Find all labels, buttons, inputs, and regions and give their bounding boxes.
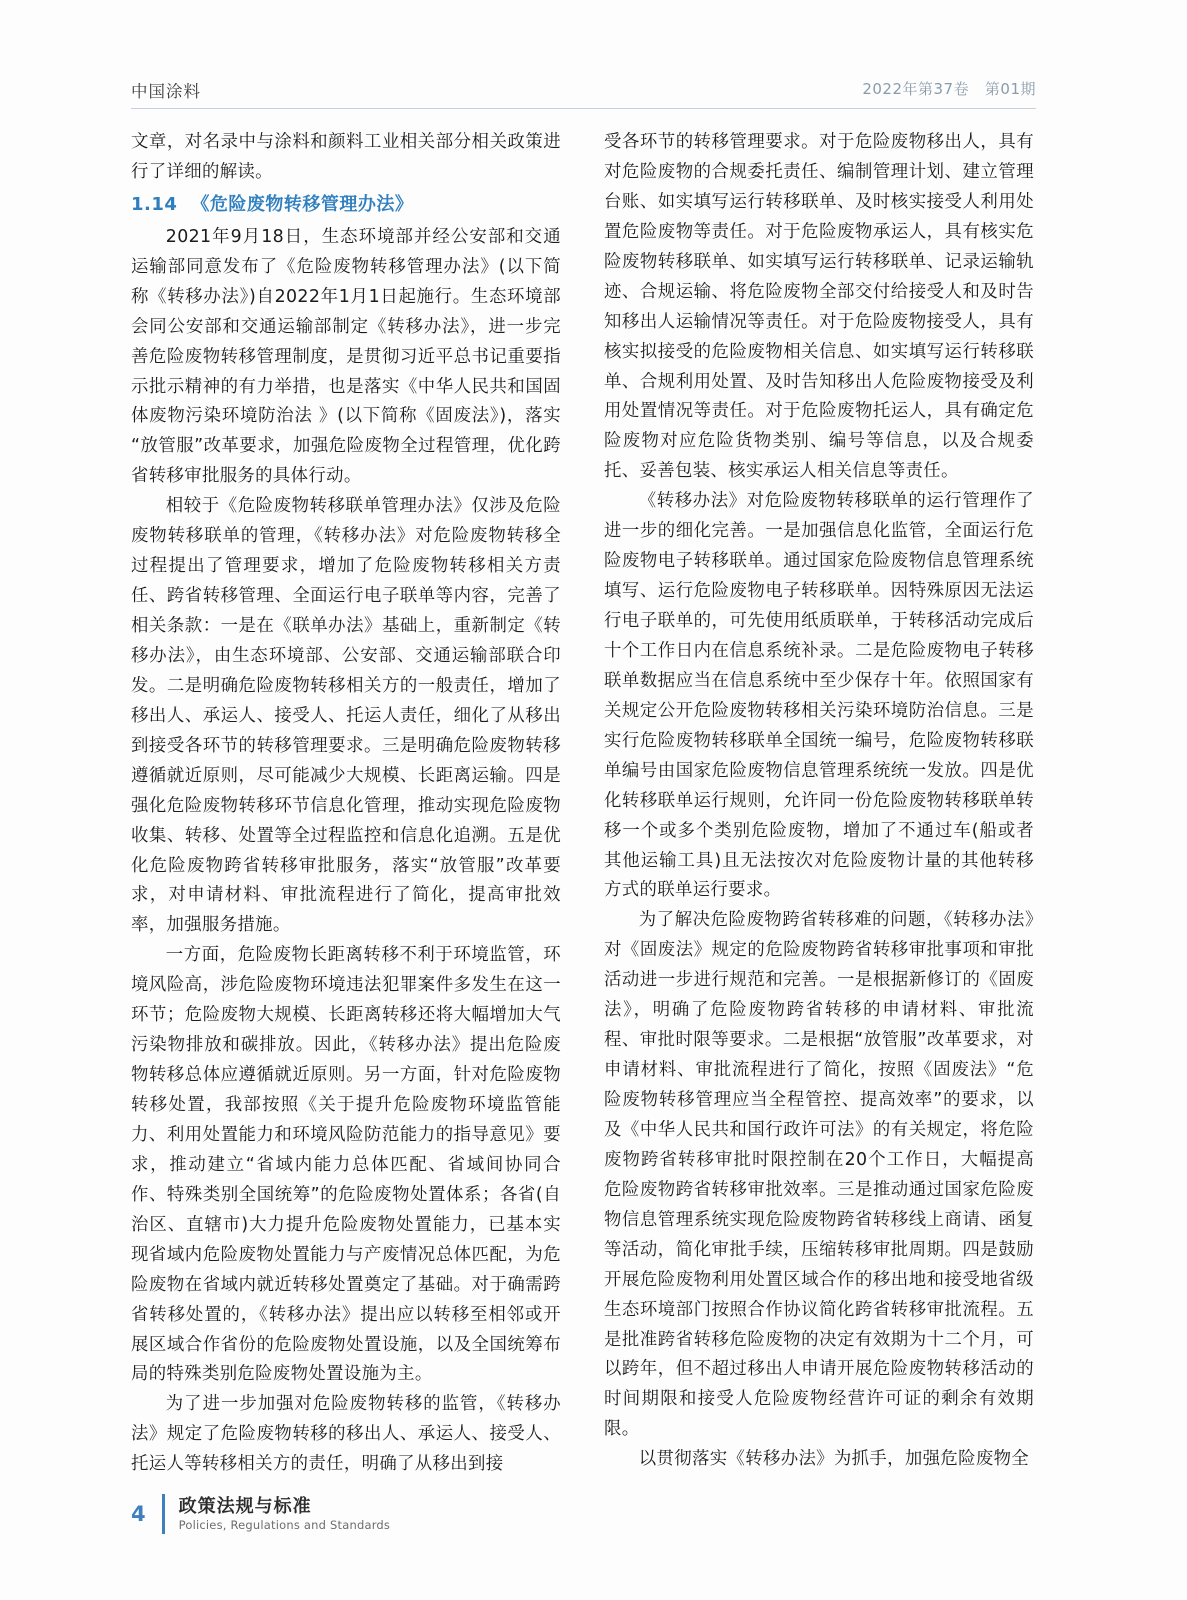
paragraph: 一方面，危险废物长距离转移不利于环境监管，环境风险高，涉危险废物环境违法犯罪案件多发生在这一环节；危险废物大规模、长距离转移还将大幅增加大气污染物排放和碳排放。因此，《转移办法》提出危险废物转移总体应遵循就近原则。另一方面，针对危险废物转移处置，我部按照《关于提升危险废物环境监管能力、利用处置能力和环境风险防范能力的指导意见》要求，推动建立“省域内能力总体匹配、省域间协同合作、特殊类别全国统筹”的危险废物处置体系；各省(自治区、直辖市)大力提升危险废物处置能力，已基本实现省域内危险废物处置能力与产废情况总体匹配，为危险废物在省域内就近转移处置奠定了基础。对于确需跨省转移处置的，《转移办法》提出应以转移至相邻或开展区域合作省份的危险废物处置设施，以及全国统筹布局的特殊类别危险废物处置设施为主。	[131, 945, 561, 1385]
paragraph: 文章，对名录中与涂料和颜料工业相关部分相关政策进行了详细的解读。	[131, 132, 561, 182]
section-heading	[131, 190, 561, 221]
page-header	[131, 78, 1036, 108]
page-footer	[131, 1494, 390, 1534]
issue-info: 2022年第37卷 第01期	[862, 80, 1036, 98]
paragraph: 为了进一步加强对危险废物转移的监管，《转移办法》规定了危险废物转移的移出人、承运人、接受人、托运人等转移相关方的责任，明确了从移出到接	[131, 1394, 561, 1475]
journal-name: 中国涂料	[131, 82, 201, 101]
paragraph: 相较于《危险废物转移联单管理办法》仅涉及危险废物转移联单的管理，《转移办法》对危险废物转移全过程提出了管理要求，增加了危险废物转移相关方责任、跨省转移管理、全面运行电子联单等内容，完善了相关条款：一是在《联单办法》基础上，重新制定《转移办法》，由生态环境部、公安部、交通运输部联合印发。二是明确危险废物转移相关方的一般责任，增加了移出人、承运人、接受人、托运人责任，细化了从移出到接受各环节的转移管理要求。三是明确危险废物转移遵循就近原则，尽可能减少大规模、长距离运输。四是强化危险废物转移环节信息化管理，推动实现危险废物收集、转移、处置等全过程监控和信息化追溯。五是优化危险废物跨省转移审批服务，落实“放管服”改革要求，对申请材料、审批流程进行了简化，提高审批效率，加强服务措施。	[131, 496, 561, 936]
section-title: 《危险废物转移管理办法》	[191, 193, 414, 215]
paragraph: 为了解决危险废物跨省转移难的问题，《转移办法》对《固废法》规定的危险废物跨省转移审批事项和审批活动进一步进行规范和完善。一是根据新修订的《固废法》，明确了危险废物跨省转移的申请材料、审批流程、审批时限等要求。二是根据“放管服”改革要求，对申请材料、审批流程进行了简化，按照《固废法》“危险废物转移管理应当全程管控、提高效率”的要求，以及《中华人民共和国行政许可法》的有关规定，将危险废物跨省转移审批时限控制在20个工作日，大幅提高危险废物跨省转移审批效率。三是推动通过国家危险废物信息管理系统实现危险废物跨省转移线上商请、函复等活动，简化审批手续，压缩转移审批周期。四是鼓励开展危险废物利用处置区域合作的移出地和接受地省级生态环境部门按照合作协议简化跨省转移审批流程。五是批准跨省转移危险废物的决定有效期为十二个月，可以跨年，但不超过移出人申请开展危险废物转移活动的时间期限和接受人危险废物经营许可证的剩余有效期限。	[604, 910, 1034, 1440]
right-text-column	[604, 128, 1034, 1475]
footer-title-en: Policies, Regulations and Standards	[178, 1518, 391, 1533]
paragraph: 《转移办法》对危险废物转移联单的运行管理作了进一步的细化完善。一是加强信息化监管，全面运行危险废物电子转移联单。通过国家危险废物信息管理系统填写、运行危险废物电子转移联单。因特殊原因无法运行电子联单的，可先使用纸质联单，于转移活动完成后十个工作日内在信息系统补录。二是危险废物电子转移联单数据应当在信息系统中至少保存十年。依照国家有关规定公开危险废物转移相关污染环境防治信息。三是实行危险废物转移联单全国统一编号，危险废物转移联单编号由国家危险废物信息管理系统统一发放。四是优化转移联单运行规则，允许同一份危险废物转移联单转移一个或多个类别危险废物，增加了不通过车(船或者其他运输工具)且无法按次对危险废物计量的其他转移方式的联单运行要求。	[604, 491, 1034, 901]
section-number: 1.14	[131, 193, 178, 215]
footer-title-cn: 政策法规与标准	[178, 1495, 312, 1517]
page-number: 4	[131, 1502, 146, 1526]
paragraph: 2021年9月18日，生态环境部并经公安部和交通运输部同意发布了《危险废物转移管理办法》(以下简称《转移办法》)自2022年1月1日起施行。生态环境部会同公安部和交通运输部制定《转移办法》，进一步完善危险废物转移管理制度，是贯彻习近平总书记重要指示批示精神的有力举措，也是落实《中华人民共和国固体废物污染环境防治法 》(以下简称《固废法》)，落实“放管服”改革要求，加强危险废物全过程管理，优化跨省转移审批服务的具体行动。	[131, 226, 561, 487]
footer-section-label	[179, 1496, 391, 1533]
paragraph: 受各环节的转移管理要求。对于危险废物移出人，具有对危险废物的合规委托责任、编制管理计划、建立管理台账、如实填写运行转移联单、及时核实接受人利用处置危险废物等责任。对于危险废物承运人，具有核实危险废物转移联单、如实填写运行转移联单、记录运输轨迹、合规运输、将危险废物全部交付给接受人和及时告知移出人运输情况等责任。对于危险废物接受人，具有核实拟接受的危险废物相关信息、如实填写运行转移联单、合规利用处置、及时告知移出人危险废物接受及利用处置情况等责任。对于危险废物托运人，具有确定危险废物对应危险货物类别、编号等信息，以及合规委托、妥善包装、核实承运人相关信息等责任。	[604, 132, 1034, 482]
header-divider	[131, 108, 1036, 109]
left-text-column	[131, 128, 561, 1480]
paragraph: 以贯彻落实《转移办法》为抓手，加强危险废物全	[638, 1449, 1030, 1470]
footer-accent-bar	[162, 1494, 165, 1534]
